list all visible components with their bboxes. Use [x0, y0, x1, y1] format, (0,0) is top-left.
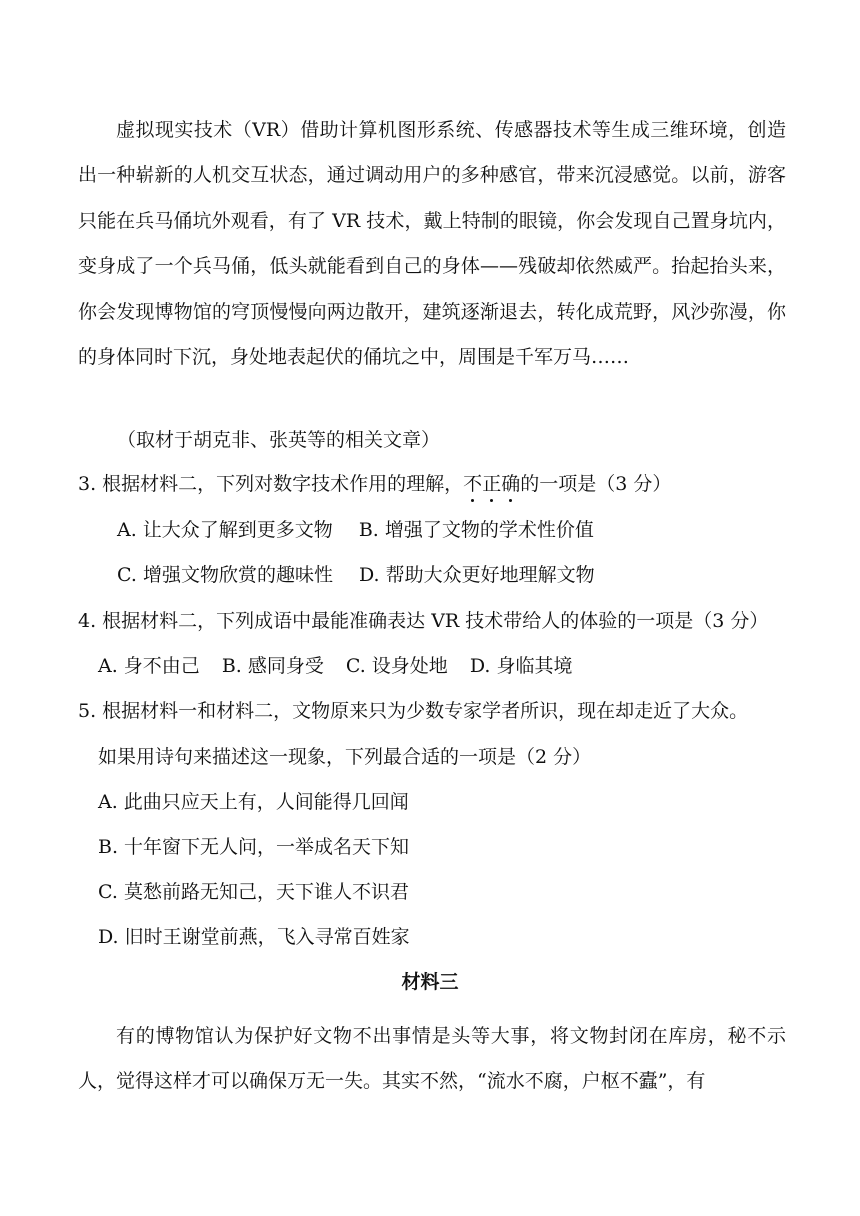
q3-stem-after: 的一项是（3 分） [520, 473, 672, 495]
q3-stem-before: 3. 根据材料二，下列对数字技术作用的理解， [78, 473, 464, 495]
material2-paragraph: 虚拟现实技术（VR）借助计算机图形系统、传感器技术等生成三维环境，创造出一种崭新的人机交互状态，通过调动用户的多种感官，带来沉浸感觉。以前，游客只能在兵马俑坑外观看，有了 VR 技术，戴上特制的眼镜，你会发现自己置身坑内，变身成了一个兵马俑，低头就能看到自己的身体——残破却依然威严。抬起抬头来，你会发现博物馆的穹顶慢慢向两边散开，建筑逐渐退去，转化成荒野，风沙弥漫，你的身体同时下沉，身处地表起伏的俑坑之中，周围是千军万马…… [78, 119, 786, 369]
q3-option-c: C. 增强文物欣赏的趣味性 [117, 564, 333, 586]
material3-paragraph: 有的博物馆认为保护好文物不出事情是头等大事，将文物封闭在库房，秘不示人，觉得这样才可以确保万无一失。其实不然，“流水不腐，户枢不蠹”，有 [78, 1025, 786, 1093]
question-3-options-row1 [117, 518, 594, 542]
q5-option-c: C. 莫愁前路无知己，天下谁人不识君 [98, 881, 409, 903]
q4-option-c: C. 设身处地 [345, 655, 448, 677]
q4-option-d: D. 身临其境 [469, 655, 573, 677]
question-3-stem [78, 472, 671, 496]
question-4-options [98, 654, 572, 678]
question-5-stem-line2: 如果用诗句来描述这一现象，下列最合适的一项是（2 分） [98, 746, 592, 768]
q3-option-a: A. 让大众了解到更多文物 [117, 519, 333, 541]
question-4-stem: 4. 根据材料二，下列成语中最能准确表达 VR 技术带给人的体验的一项是（3 分） [78, 610, 769, 632]
q3-option-d: D. 帮助大众更好地理解文物 [358, 564, 595, 586]
q5-option-b: B. 十年窗下无人问，一举成名天下知 [98, 836, 410, 858]
source-citation: （取材于胡克非、张英等的相关文章） [117, 429, 441, 451]
emphasis-char: 正 [482, 473, 502, 495]
q5-option-d: D. 旧时王谢堂前燕，飞入寻常百姓家 [98, 926, 410, 948]
question-5-stem-line1: 5. 根据材料一和材料二，文物原来只为少数专家学者所识，现在却走近了大众。 [78, 700, 749, 722]
question-3-options-row2 [117, 563, 595, 587]
emphasis-char: 不 [463, 473, 483, 495]
q4-option-a: A. 身不由己 [98, 655, 200, 677]
q3-option-b: B. 增强了文物的学术性价值 [358, 519, 594, 541]
q5-option-a: A. 此曲只应天上有，人间能得几回闻 [98, 791, 409, 813]
q4-option-b: B. 感同身受 [221, 655, 324, 677]
material3-heading: 材料三 [401, 971, 459, 993]
emphasis-char: 确 [501, 473, 521, 495]
